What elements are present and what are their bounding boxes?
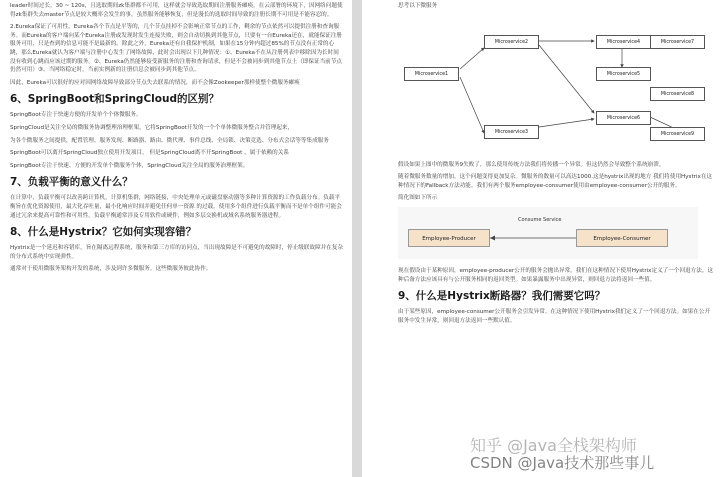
paragraph: 现在假设由于某种原因，employee-producer公开的服务会抛出异常。我们在这种情况下使用Hystrix定义了一个回退方法。这种后备方法应该具有与公开服务相同的返回类型。如果暴露服务中出现异常，则回退方法将返回一些值。 xyxy=(398,267,714,283)
heading-8: 8、什么是Hystrix？它如何实现容错？ xyxy=(10,226,197,239)
paragraph: 由于某些原因，employee-consumer公开服务会引发异常。在这种情况下使用Hystrix我们定义了一个回退方法。如果在公开服务中发生异常，则回退方法返回一些默认值。 xyxy=(398,309,711,324)
microservice-node: Microservice6 xyxy=(596,111,651,125)
paragraph: leader时间过长，30 ~ 120s，且选取期间zk集群都不可用，这样就会导致选取期间注册服务瘫痪。在云部署的环境下，因网络问题使得zk集群失去master节点是较大概率会发生的事，虽然服务能够恢复，但是漫长的选取时间导致的注册长期不可用是不能容忍的。 xyxy=(10,3,343,18)
paragraph: 2.Eureka保证了可用性，Eureka各个节点是平等的，几个节点挂掉不会影响正常节点的工作，剩余的节点依然可以提供注册和查询服务。而Eureka的客户端向某个Eureka注册或发现时发生连接失败，则会自动切换到其他节点，只要有一台Eureka还在，就能保证注册服务可用，只是查到的信息可能不是最新的。除此之外，Eureka还有自我保护机制，如果在15分钟内超过85%的节点没有正常的心跳，那么Eureka就认为客户端与注册中心发生了网络故障，此时会出现以下几种情况：①、Eureka不在从注册列表中移除因为长时间没有收到心跳而应该过期的服务。②、Eureka仍然能够接受新服务的注册和查询请求，但是不会被同步到其他节点上（即保证当前节点仍然可用）③、当网络稳定时，当前实例新的注册信息会被同步到其他节点。 xyxy=(10,24,342,74)
hystrix-flow-diagram xyxy=(398,207,698,259)
paragraph: 随着微服务数量的增加，这个问题变得更加复杂。微服务的数量可以高达1000.这是hystrix出现的地方 我们将使用Hystrix在这种情况下的Fallback方法功能。我们有两个服务employee-consumer使用由employee-consumer公开的服务。 xyxy=(398,174,713,189)
employee-producer-box: Employee-Producer xyxy=(408,229,490,247)
right-page xyxy=(362,0,720,477)
heading-7: 7、负载平衡的意义什么？ xyxy=(10,176,133,189)
heading-9: 9、什么是Hystrix断路器？我们需要它吗？ xyxy=(398,290,606,303)
paragraph: SpringBoot专注于快速、方便的开发单个微服务个体，SpringCloud关注全局的服务治理框架。 xyxy=(10,162,249,169)
microservice-node: Microservice8 xyxy=(650,87,705,101)
paragraph: Hystrix是一个延迟和容错库，旨在隔离远程系统，服务和第三方库的访问点，当出现故障是不可避免的故障时，停止级联故障并在复杂的分布式系统中实现弹性。 xyxy=(10,245,344,260)
heading-6: 6、SpringBoot和SpringCloud的区别？ xyxy=(10,93,219,106)
paragraph: 假设如果上图中的微服务9失败了，那么使用传统方法我们将传播一个异常。但这仍然会导致整个系统崩溃。 xyxy=(398,161,665,168)
left-page xyxy=(0,0,352,477)
paragraph: 在计算中，负载平衡可以改善跨计算机，计算机集群，网络链接，中央处理单元或磁盘驱动器等多种计算资源的工作负载分布。负载平衡旨在优化资源使用，最大化吞吐量，最小化响应时间并避免任何单一资源 的过载。使用多个组件进行负载平衡而不是单个组件可能会通过冗余来提高可靠性和可用性。负载平衡通常涉及专用软件或硬件，例如多层交换机或域名系统服务器进程。 xyxy=(10,195,342,219)
microservice-node: Microservice5 xyxy=(596,67,651,81)
paragraph: 思考以下微服务 xyxy=(398,3,438,9)
microservice-node: Microservice3 xyxy=(484,125,539,139)
microservice-node: Microservice4 xyxy=(596,35,651,49)
paragraph: SpringBoot可以离开SpringCloud独立使用开发项目， 但是SpringCloud离不开SpringBoot ，属于依赖的关系 xyxy=(10,150,289,157)
microservice-node: Microservice2 xyxy=(484,35,539,49)
zhihu-watermark: 知乎 @Java全栈架构师 xyxy=(470,436,637,455)
consume-service-label: Consume Service xyxy=(518,216,562,223)
paragraph: 为各个微服务之间提供，配置管理、服务发现、断路器、路由、微代理、事件总线、全局锁、决策竞选、分布式会话等等集成服务 xyxy=(10,137,329,144)
paragraph: 通常对于使用微服务架构开发的系统，涉及到许多微服务。这些微服务彼此协作。 xyxy=(10,266,212,273)
paragraph: 因此，Eureka可以很好的应对因网络故障导致部分节点失去联系的情况，而不会像Zookeeper那样使整个微服务瘫痪 xyxy=(10,79,300,86)
microservice-node: Microservice1 xyxy=(404,67,459,81)
microservice-node: Microservice7 xyxy=(650,35,705,49)
csdn-watermark: CSDN @Java技术那些事儿 xyxy=(470,454,655,472)
paragraph: 简化图如下所示 xyxy=(398,195,438,202)
paragraph: SpringBoot专注于快速方便的开发单个个体微服务。 xyxy=(10,112,142,119)
microservice-node: Microservice9 xyxy=(650,127,705,141)
microservice-diagram xyxy=(398,15,708,155)
employee-consumer-box: Employee-Consumer xyxy=(576,229,668,247)
paragraph: SpringCloud是关注全局的微服务协调整理治理框架，它将SpringBoot开发的一个个单体微服务整合并管理起来， xyxy=(10,124,294,131)
